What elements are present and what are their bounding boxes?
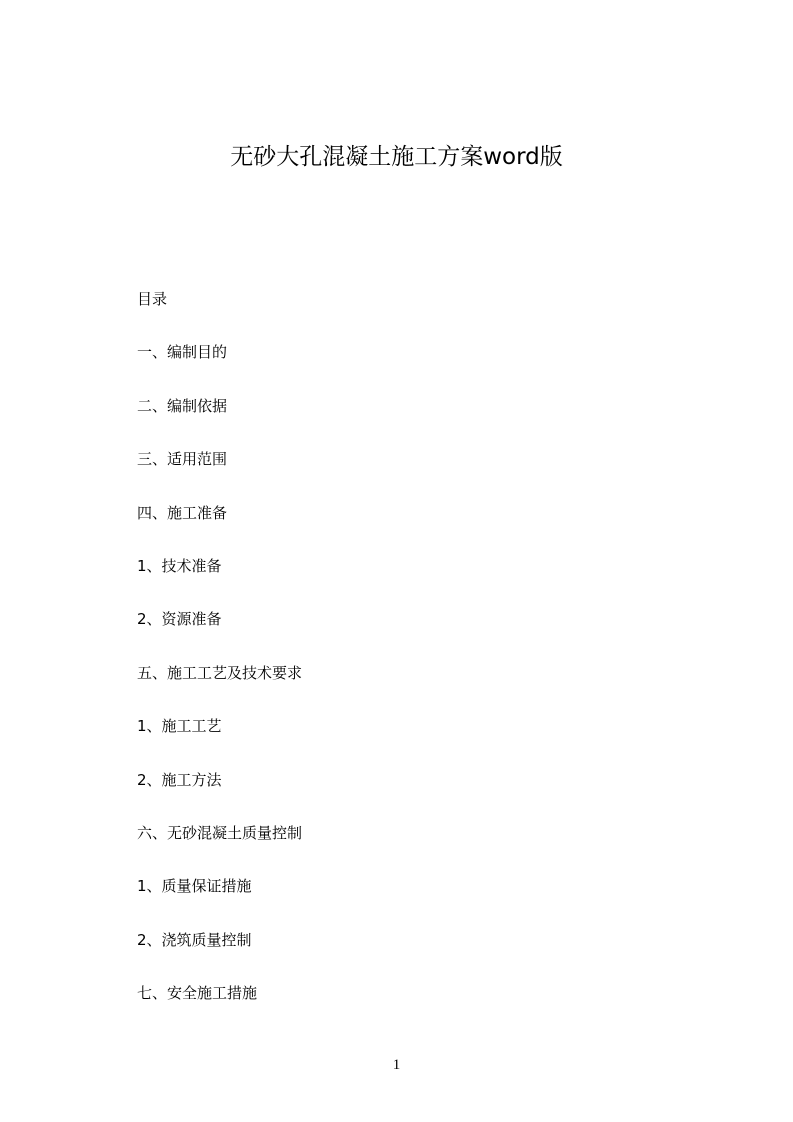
toc-item: 三、适用范围 xyxy=(137,450,228,469)
toc-item: 1、施工工艺 xyxy=(137,717,222,736)
table-of-contents xyxy=(137,288,302,1035)
toc-item: 2、浇筑质量控制 xyxy=(137,930,252,949)
toc-heading: 目录 xyxy=(137,290,168,308)
toc-item: 四、施工准备 xyxy=(137,503,228,522)
toc-item: 2、施工方法 xyxy=(137,770,222,789)
toc-item: 一、编制目的 xyxy=(137,343,228,362)
page-number: 1 xyxy=(392,1057,401,1073)
toc-item: 七、安全施工措施 xyxy=(137,984,258,1003)
toc-item: 1、技术准备 xyxy=(137,556,222,575)
document-title: 无砂大孔混凝土施工方案word版 xyxy=(230,144,563,170)
toc-item: 五、施工工艺及技术要求 xyxy=(137,663,303,682)
toc-item: 六、无砂混凝土质量控制 xyxy=(137,823,303,842)
toc-item: 1、质量保证措施 xyxy=(137,877,252,896)
toc-item: 二、编制依据 xyxy=(137,396,228,415)
toc-item: 2、资源准备 xyxy=(137,610,222,629)
